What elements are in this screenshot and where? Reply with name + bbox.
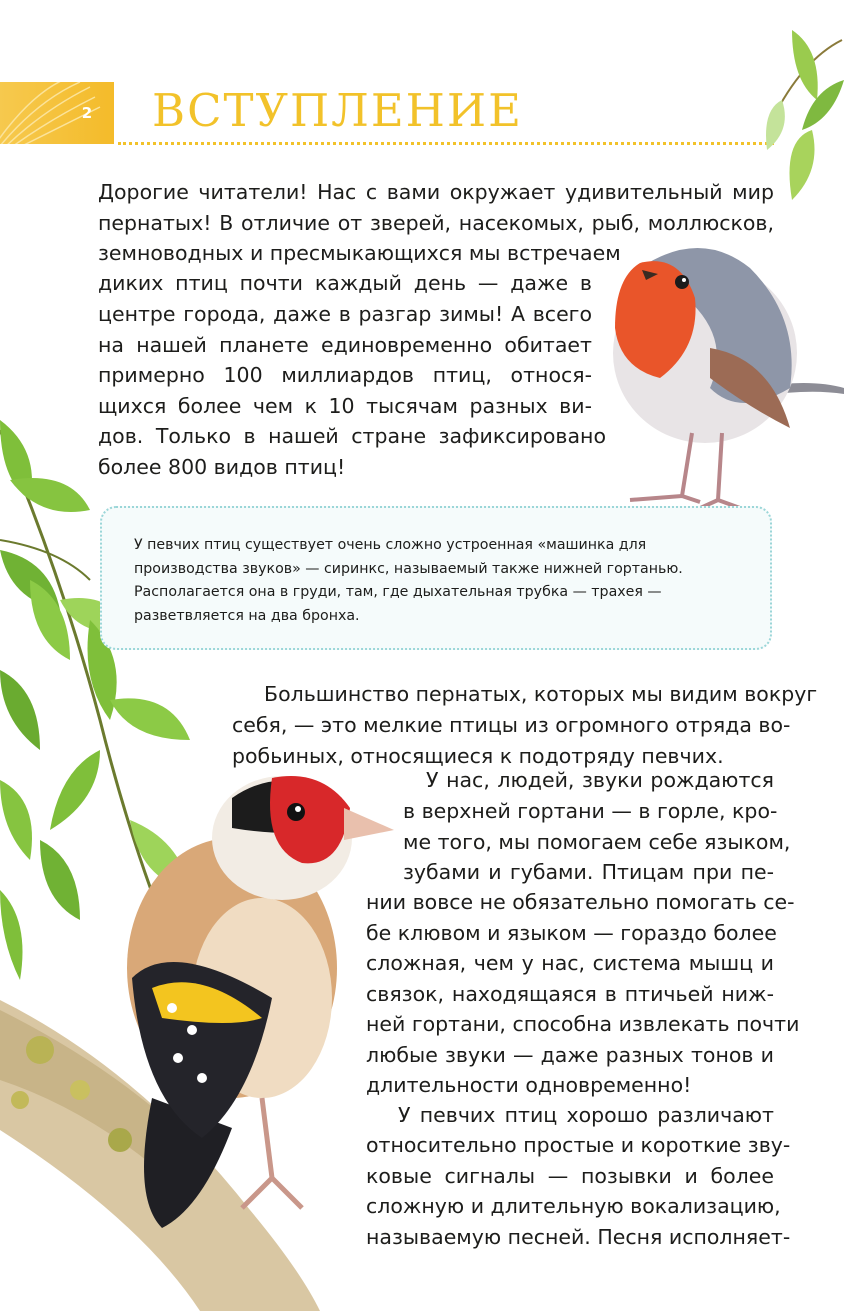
intro-paragraph: [98, 177, 774, 238]
info-box-text: [134, 534, 752, 628]
paragraph-line: ковые сигналы — позывки и более: [366, 1163, 774, 1188]
paragraph-3-wrap: [366, 887, 800, 1101]
paragraph-line: ней гортани, способна извлекать почти: [366, 1012, 800, 1036]
paragraph-line: Большинство пернатых, которых мы видим вокруг: [264, 682, 818, 706]
top-leaves-illustration: [762, 20, 844, 200]
intro-line: более 800 видов птиц!: [98, 454, 346, 479]
paragraph-line: бе клювом и языком — гораздо более: [366, 920, 777, 945]
robin-illustration: [600, 238, 844, 514]
info-line: Располагается она в груди, там, где дыхательная трубка — трахея —: [134, 584, 662, 600]
paragraph-4-wrap: [366, 1130, 791, 1252]
intro-line: дов. Только в нашей стране зафиксировано: [98, 424, 606, 448]
info-line: разветвляется на два бронха.: [134, 607, 360, 624]
paragraph-line: У нас, людей, звуки рождаются: [426, 768, 774, 792]
paragraph-line: связок, находящаяся в птичьей ниж-: [366, 981, 774, 1006]
intro-paragraph-wrap: [98, 299, 592, 421]
intro-line: щихся более чем к 10 тысячам разных ви-: [98, 393, 592, 418]
intro-line: примерно 100 миллиардов птиц, относя-: [98, 363, 592, 387]
paragraph-2: [264, 679, 818, 710]
paragraph-3: [426, 765, 774, 796]
title-divider: [118, 142, 774, 145]
intro-paragraph-wrap: [98, 268, 592, 299]
paragraph-line: любые звуки — даже разных тонов и: [366, 1042, 774, 1067]
paragraph-line: У певчих птиц хорошо различают: [398, 1103, 774, 1127]
page-title: ВСТУПЛЕНИЕ: [152, 84, 524, 137]
intro-line: на нашей планете единовременно обитает: [98, 332, 592, 357]
intro-line: пернатых! В отличие от зверей, насекомых, рыб, моллюсков,: [98, 210, 774, 235]
paragraph-line: сложная, чем у нас, система мышц и: [366, 951, 774, 975]
intro-line: земноводных и пресмыкающихся мы встречаем: [98, 241, 621, 265]
paragraph-4: [398, 1100, 774, 1131]
intro-paragraph-wrap: [98, 238, 622, 269]
paragraph-line: относительно простые и короткие зву-: [366, 1133, 791, 1157]
paragraph-line: себя, — это мелкие птицы из огромного отряда во-: [232, 713, 791, 737]
paragraph-line: называемую песней. Песня исполняет-: [366, 1224, 791, 1249]
paragraph-line: длительности одновременно!: [366, 1073, 692, 1097]
paragraph-line: зубами и губами. Птицам при пе-: [403, 860, 774, 884]
intro-line: Дорогие читатели! Нас с вами окружает удивительный мир: [98, 180, 774, 204]
paragraph-3-wrap: [403, 796, 791, 888]
paragraph-line: нии вовсе не обязательно помогать се-: [366, 890, 795, 914]
paragraph-line: робьиных, относящиеся к подотряду певчих.: [232, 743, 724, 768]
paragraph-2-wrap: [232, 710, 791, 771]
info-line: производства звуков» — сиринкс, называемый также нижней гортанью.: [134, 560, 683, 577]
page-number: 2: [81, 104, 93, 122]
info-line: У певчих птиц существует очень сложно устроенная «машинка для: [134, 537, 647, 553]
paragraph-line: в верхней гортани — в горле, кро-: [403, 799, 778, 823]
intro-line: центре города, даже в разгар зимы! А всего: [98, 302, 592, 326]
intro-line: диких птиц почти каждый день — даже в: [98, 271, 592, 295]
goldfinch-illustration: [112, 768, 394, 1238]
paragraph-line: ме того, мы помогаем себе языком,: [403, 829, 791, 854]
paragraph-line: сложную и длительную вокализацию,: [366, 1194, 781, 1218]
